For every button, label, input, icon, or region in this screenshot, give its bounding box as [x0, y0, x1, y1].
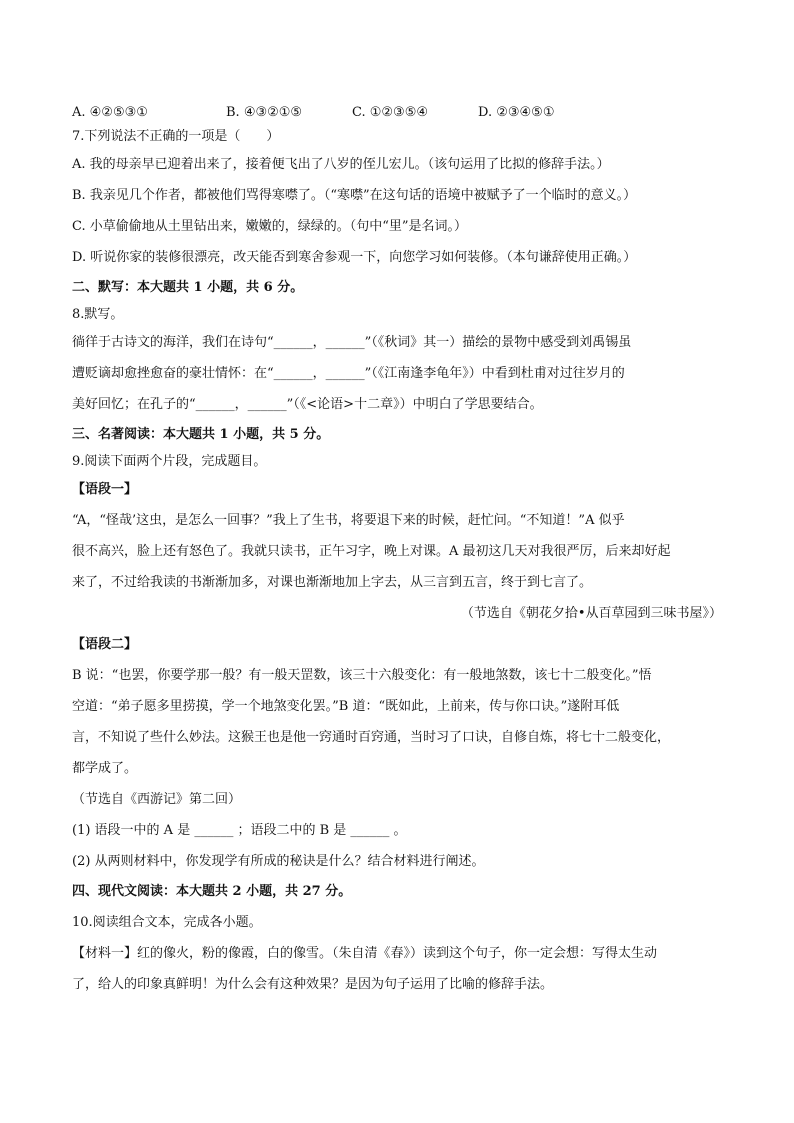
q7-stem: 7.下列说法不正确的一项是（ ）: [72, 129, 280, 144]
q9-intro: 9.阅读下面两个片段，完成题目。: [72, 454, 267, 469]
q6-choice-d: D. ②③④⑤①: [478, 105, 555, 120]
q7-option-a: A. 我的母亲早已迎着出来了，接着便飞出了八岁的侄儿宏儿。（该句运用了比拟的修辞手法。）: [72, 157, 610, 172]
q9-segment-2-line-1: B 说：“也罢，你要学那一般？有一般天罡数，该三十六般变化：有一般地煞数，该七十二般变化。”悟: [72, 668, 652, 683]
q6-choice-a: A. ④②⑤③①: [72, 105, 148, 120]
q10-material-1-line-2: 了，给人的印象真鲜明！为什么会有这种效果？是因为句子运用了比喻的修辞手法。: [72, 977, 554, 992]
q6-choice-c: C. ①②③⑤④: [352, 105, 429, 120]
q10-material-1-line-1: 【材料一】红的像火，粉的像霞，白的像雪。（朱自清《春》）读到这个句子，你一定会想：写得太生动: [72, 946, 658, 961]
q9-segment-2-line-2: 空道：“弟子愿多里捞摸，学一个地煞变化罢。”B 道：“既如此，上前来，传与你口诀。”遂附耳低: [72, 699, 620, 714]
q8-line-3: 美好回忆；在孔子的“______，______”（《<论语>十二章》）中明白了学思要结合。: [72, 397, 543, 412]
q6-choices: [72, 101, 722, 125]
q9-segment-1-source: （节选自《朝花夕拾•从百草园到三味书屋》）: [460, 606, 722, 621]
section-heading-3: 三、名著阅读：本大题共 1 小题，共 5 分。: [72, 427, 330, 442]
q7-option-d: D. 听说你家的装修很漂亮，改天能否到寒舍参观一下，向您学习如何装修。（本句谦辞使用正确。）: [72, 250, 637, 265]
q9-segment-1-title: 【语段一】: [72, 482, 138, 497]
q9-segment-2-line-3: 言，不知说了些什么妙法。这猴王也是他一窍通时百窍通，当时习了口诀，自修自炼，将七十二般变化，: [72, 730, 671, 745]
q8-number: 8.默写。: [72, 307, 124, 322]
q9-segment-1-line-2: 很不高兴，脸上还有怒色了。我就只读书，正午习字，晚上对课。A 最初这几天对我很严厉，后来却好起: [72, 544, 671, 559]
q8-line-2: 遭贬谪却愈挫愈奋的豪壮情怀：在“______，______”（《江南逢李龟年》）中看到杜甫对过往岁月的: [72, 366, 625, 381]
q7-option-c: C. 小草偷偷地从土里钻出来，嫩嫩的，绿绿的。（句中“里”是名词。）: [72, 219, 468, 234]
q9-segment-1-line-3: 来了，不过给我读的书渐渐加多，对课也渐渐地加上字去，从三言到五言，终于到七言了。: [72, 575, 593, 590]
q9-segment-2-source: （节选自《西游记》第二回）: [72, 792, 242, 807]
section-heading-4: 四、现代文阅读：本大题共 2 小题，共 27 分。: [72, 884, 352, 899]
q9-segment-1-line-1: “A，“怪哉’这虫，是怎么一回事？”我上了生书，将要退下来的时候，赶忙问。“不知道！”A 似乎: [72, 513, 625, 528]
q9-subquestion-2: (2) 从两则材料中，你发现学有所成的秘诀是什么？结合材料进行阐述。: [72, 854, 485, 869]
document-page: [72, 101, 722, 1000]
q9-segment-2-title: 【语段二】: [72, 637, 138, 652]
q8-line-1: 徜徉于古诗文的海洋，我们在诗句“______，______”（《秋词》其一）描绘的景物中感受到刘禹锡虽: [72, 335, 632, 350]
q9-subquestion-1: (1) 语段一中的 A 是 ______ ；语段二中的 B 是 ______ 。: [72, 823, 407, 838]
q9-segment-2-line-4: 都学成了。: [72, 761, 138, 776]
q6-choice-b: B. ④③②①⑤: [226, 105, 303, 120]
q10-intro: 10.阅读组合文本，完成各小题。: [72, 915, 262, 930]
section-heading-2: 二、默写：本大题共 1 小题，共 6 分。: [72, 280, 304, 295]
q7-option-b: B. 我亲见几个作者，都被他们骂得寒噤了。（“寒噤”在这句话的语境中被赋予了一个临时的意义。）: [72, 188, 637, 203]
